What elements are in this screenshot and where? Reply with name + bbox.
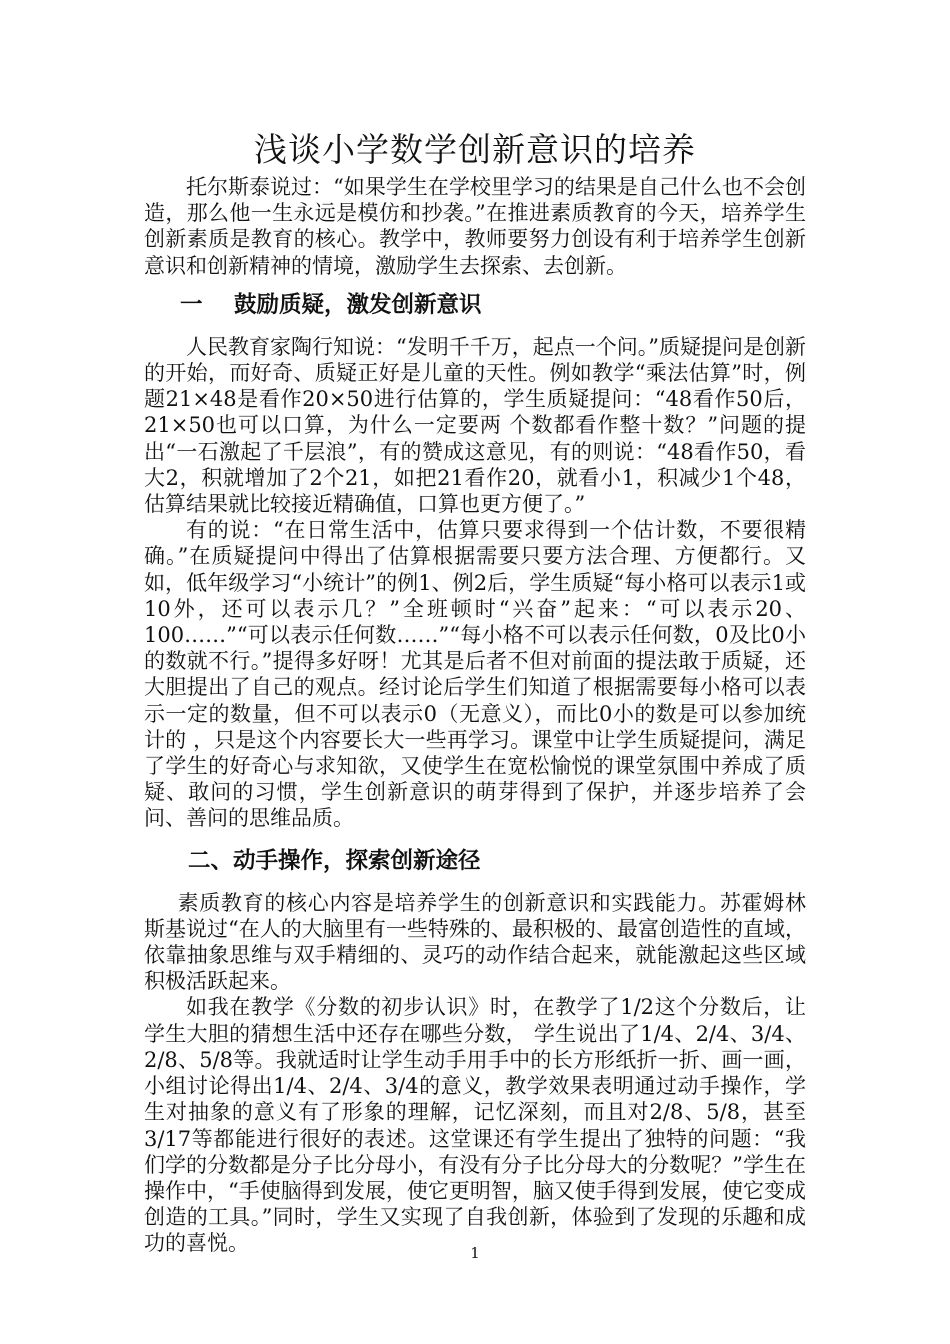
section-1-number: 一 (180, 291, 203, 318)
page-number: 1 (470, 1244, 480, 1262)
section-2-paragraph-2: 如我在教学《分数的初步认识》时，在教学了1/2这个分数后，让学生大胆的猜想生活中还存在哪些分数， 学生说出了1/4、2/4、3/4、2/8、5/8等。我就适时让学生动手用手中的长方形纸折一折、画一画，小组讨论得出1/4、2/4、3/4的意义，教学效果表明通过动手操作，学生对抽象的意义有了形象的理解，记忆深刻，而且对2/8、5/8，甚至3/17等都能进行很好的表述。这堂课还有学生提出了独特的问题：“我们学的分数都是分子比分母小，有没有分子比分母大的分数呢？”学生在操作中，“手使脑得到发展，使它更明智，脑又使手得到发展，使它变成创造的工具。”同时，学生又实现了自我创新，体验到了发现的乐趣和成功的喜悦。 (144, 995, 806, 1256)
section-1-title: 鼓励质疑，激发创新意识 (234, 291, 482, 318)
section-1-heading (144, 290, 806, 320)
intro-paragraph: 托尔斯泰说过：“如果学生在学校里学习的结果是自己什么也不会创造，那么他一生永远是模仿和抄袭。”在推进素质教育的今天，培养学生创新素质是教育的核心。教学中，教师要努力创设有利于培养学生创新意识和创新精神的情境，激励学生去探索、去创新。 (144, 175, 806, 278)
section-1-paragraph-2: 有的说：“在日常生活中，估算只要求得到一个估计数，不要很精确。”在质疑提问中得出了估算根据需要只要方法合理、方便都行。又如，低年级学习“小统计”的例1、例2后，学生质疑“每小格可以表示1或10外，还可以表示几？”全班顿时“兴奋”起来：“可以表示20、100……”“可以表示任何数……”“每小格不可以表示任何数，0及比0小的数就不行。”提得多好呀！尤其是后者不但对前面的提法敢于质疑，还大胆提出了自己的观点。经讨论后学生们知道了根据需要每小格可以表示一定的数量，但不可以表示0（无意义），而比0小的数是可以参加统计的 ，只是这个内容要长大一些再学习。课堂中让学生质疑提问，满足了学生的好奇心与求知欲，又使学生在宽松愉悦的课堂氛围中养成了质疑、敢问的习惯，学生创新意识的萌芽得到了保护，并逐步培养了会问、善问的思维品质。 (144, 518, 806, 831)
section-2-paragraph-1: 素质教育的核心内容是培养学生的创新意识和实践能力。苏霍姆林斯基说过“在人的大脑里有一些特殊的、最积极的、最富创造性的直域，依靠抽象思维与双手精细的、灵巧的动作结合起来，就能激起这些区域积极活跃起来。 (144, 890, 806, 994)
document-page (144, 128, 806, 1257)
document-title: 浅谈小学数学创新意识的培养 (254, 130, 696, 169)
section-1-paragraph-1: 人民教育家陶行知说：“发明千千万，起点一个问。”质疑提问是创新的开始，而好奇、质疑正好是儿童的天性。例如教学“乘法估算”时，例题21×48是看作20×50进行估算的，学生质疑提问：“48看作50后，21×50也可以口算，为什么一定要两 个数都看作整十数？”问题的提出“一石激起了千层浪”，有的赞成这意见，有的则说：“48看作50，看大2，积就增加了2个21，如把21看作20，就看小1，积减少1个48，估算结果就比较接近精确值，口算也更方便了。” (144, 334, 806, 517)
section-2-heading: 二、动手操作，探索创新途径 (188, 847, 481, 874)
